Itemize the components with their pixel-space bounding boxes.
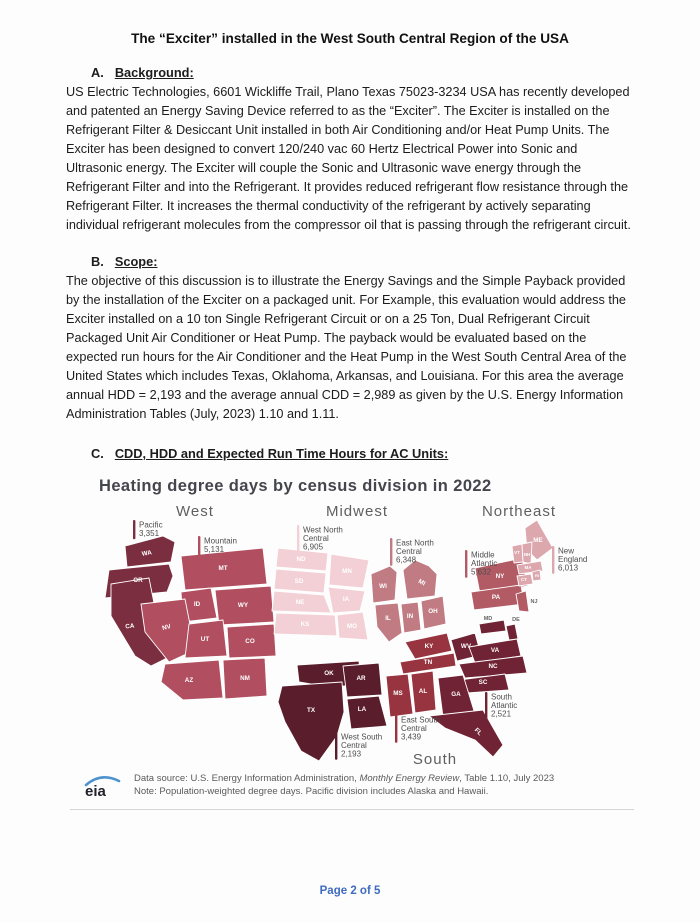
state-label-NV: NV xyxy=(161,623,172,633)
state-label-MO: MO xyxy=(346,623,358,630)
state-label-AZ: AZ xyxy=(184,677,194,684)
section-heading-cdd-hdd xyxy=(91,446,634,461)
background-paragraph: US Electric Technologies, 6601 Wickliffe Trail, Plano Texas 75023-3234 USA has recently developed and patented an Energy Saving Device referred to as the “Exciter”. The Exciter is installed on the Refrigerant Filter & Desiccant Unit installed in both Air Conditioning and/or Heat Pump Units. The Exciter has been designed to convert 120/240 vac 60 Hertz Electrical Power into Sonic and Ultrasonic energy. The Exciter will couple the Sonic and Ultrasonic wave energy through the Refrigerant Filter and into the Refrigerant. It provides reduced refrigerant flow resistance through the Refrigerant Filter. It increases the thermal conductivity of the refrigerant by actively separating individual refrigerant molecules from the compressor oil that is passing through the refrigerant circuit. xyxy=(66,85,631,232)
callout-bar-east-north-central xyxy=(390,538,392,566)
eia-logo-text: eia xyxy=(85,783,106,800)
state-label-NE: NE xyxy=(295,599,305,606)
state-label-NC: NC xyxy=(488,663,498,670)
state-label-AL: AL xyxy=(418,688,428,695)
state-label-VA: VA xyxy=(490,647,500,654)
state-label-WY: WY xyxy=(237,602,249,609)
division-callout-mountain: Mountain 5,131 xyxy=(204,536,237,555)
state-label-VT: VT xyxy=(514,550,520,555)
state-label-SD: SD xyxy=(294,578,304,585)
state-label-SC: SC xyxy=(478,679,488,686)
page-number: Page 2 of 5 xyxy=(319,885,381,897)
source-prefix: Data source: U.S. Energy Information Administration, xyxy=(134,773,360,784)
section-letter: B. xyxy=(91,254,104,269)
section-letter: C. xyxy=(91,446,104,461)
division-callout-south-atlantic: South Atlantic 2,521 xyxy=(491,692,518,719)
state-TX xyxy=(278,682,344,761)
division-callout-west-north-central: West North Central 6,905 xyxy=(303,525,343,552)
state-label-ID: ID xyxy=(193,601,201,608)
state-label-MN: MN xyxy=(342,568,352,575)
hdd-map-figure xyxy=(85,477,660,800)
state-label-ME: ME xyxy=(533,537,543,544)
state-label-AR: AR xyxy=(356,675,366,682)
state-label-UT: UT xyxy=(200,636,210,643)
state-label-RI: RI xyxy=(535,573,539,578)
note-line: Note: Population-weighted degree days. Pacific division includes Alaska and Hawaii. xyxy=(134,786,489,797)
state-label-CT: CT xyxy=(521,577,527,582)
state-label-WV: WV xyxy=(460,643,472,650)
state-label-MD: MD xyxy=(483,616,493,622)
bottom-divider xyxy=(70,809,634,810)
state-label-OR: OR xyxy=(133,577,143,584)
callout-bar-east-south-central xyxy=(395,715,397,743)
state-LA xyxy=(347,696,387,729)
state-label-MT: MT xyxy=(218,565,228,572)
state-label-MA: MA xyxy=(524,565,532,570)
state-label-NJ: NJ xyxy=(530,599,538,605)
state-label-TX: TX xyxy=(306,707,316,714)
state-DE xyxy=(506,624,518,640)
state-MD xyxy=(479,620,506,634)
state-label-LA: LA xyxy=(357,706,367,713)
state-label-NY: NY xyxy=(495,573,505,580)
callout-bar-mountain xyxy=(198,536,200,555)
callout-bar-south-atlantic xyxy=(485,692,487,720)
state-label-MS: MS xyxy=(393,690,403,697)
state-label-IA: IA xyxy=(342,596,350,603)
region-label-south: South xyxy=(412,751,458,768)
state-label-DE: DE xyxy=(512,617,520,623)
state-label-KS: KS xyxy=(300,621,310,628)
source-line xyxy=(134,772,554,785)
state-label-FL: FL xyxy=(472,726,484,738)
region-label-northeast: Northeast xyxy=(481,503,557,520)
state-label-WI: WI xyxy=(379,583,387,590)
state-label-IN: IN xyxy=(406,613,414,620)
state-label-OK: OK xyxy=(324,670,334,677)
state-label-OH: OH xyxy=(428,608,438,615)
division-callout-pacific: Pacific 3,351 xyxy=(139,520,163,539)
state-label-NH: NH xyxy=(523,552,531,557)
division-callout-east-south-central: East South Central 3,439 xyxy=(401,715,441,742)
callout-bar-middle-atlantic xyxy=(465,550,467,578)
state-label-GA: GA xyxy=(451,691,461,698)
scope-paragraph: The objective of this discussion is to illustrate the Energy Savings and the Simple Payback provided by the installation of the Exciter on a packaged unit. For Example, this evaluation would address the Exciter installed on a 10 ton Single Refrigerant Circuit or on a 25 Ton, Dual Refrigerant Circuit Packaged Unit Air Conditioner or Heat Pump. The payback would be evaluated based on the expected run hours for the Air Conditioner and the Heat Pump in the West South Central Area of the United States which includes Texas, Oklahoma, Arkansas, and Louisiana. For this area the average annual HDD = 2,193 and the average annual CDD = 2,989 as given by the U.S. Energy Information Administration Tables (July, 2023) 1.10 and 1.11. xyxy=(66,274,627,421)
eia-logo xyxy=(82,774,124,800)
callout-bar-pacific xyxy=(133,520,135,539)
state-label-IL: IL xyxy=(385,615,391,622)
division-callout-west-south-central: West South Central 2,193 xyxy=(341,732,383,759)
source-publication: Monthly Energy Review xyxy=(359,773,460,784)
section-title: Background: xyxy=(114,65,194,80)
chart-source-row xyxy=(82,772,660,800)
document-body xyxy=(66,65,634,461)
state-label-WA: WA xyxy=(141,549,153,558)
section-heading-background xyxy=(91,65,634,80)
callout-bar-west-north-central xyxy=(297,525,299,553)
region-label-midwest: Midwest xyxy=(325,503,389,520)
state-NJ xyxy=(516,591,529,612)
division-callout-middle-atlantic: Middle Atlantic 5,632 xyxy=(471,550,498,577)
state-label-KY: KY xyxy=(424,643,434,650)
section-title: CDD, HDD and Expected Run Time Hours for AC Units: xyxy=(114,446,449,461)
section-title: Scope: xyxy=(114,254,158,269)
state-IL xyxy=(375,603,402,642)
callout-bar-west-south-central xyxy=(335,732,337,760)
state-label-CA: CA xyxy=(124,622,135,631)
section-heading-scope xyxy=(91,254,634,269)
us-map-svg xyxy=(85,500,620,772)
source-suffix: , Table 1.10, July 2023 xyxy=(459,773,555,784)
chart-source-note xyxy=(134,772,554,798)
section-letter: A. xyxy=(91,65,104,80)
division-callout-new-england: New England 6,013 xyxy=(558,546,588,573)
page-title: The “Exciter” installed in the West South Central Region of the USA xyxy=(131,31,569,46)
state-label-ND: ND xyxy=(296,556,306,563)
state-label-MI: MI xyxy=(416,577,427,588)
state-label-NM: NM xyxy=(240,675,250,682)
state-label-CO: CO xyxy=(245,638,255,645)
chart-title: Heating degree days by census division in 2022 xyxy=(99,477,492,495)
state-label-TN: TN xyxy=(423,659,433,666)
state-label-PA: PA xyxy=(491,594,501,601)
callout-bar-new-england xyxy=(552,546,554,574)
division-callout-east-north-central: East North Central 6,348 xyxy=(396,538,434,565)
region-label-west: West xyxy=(176,503,214,520)
